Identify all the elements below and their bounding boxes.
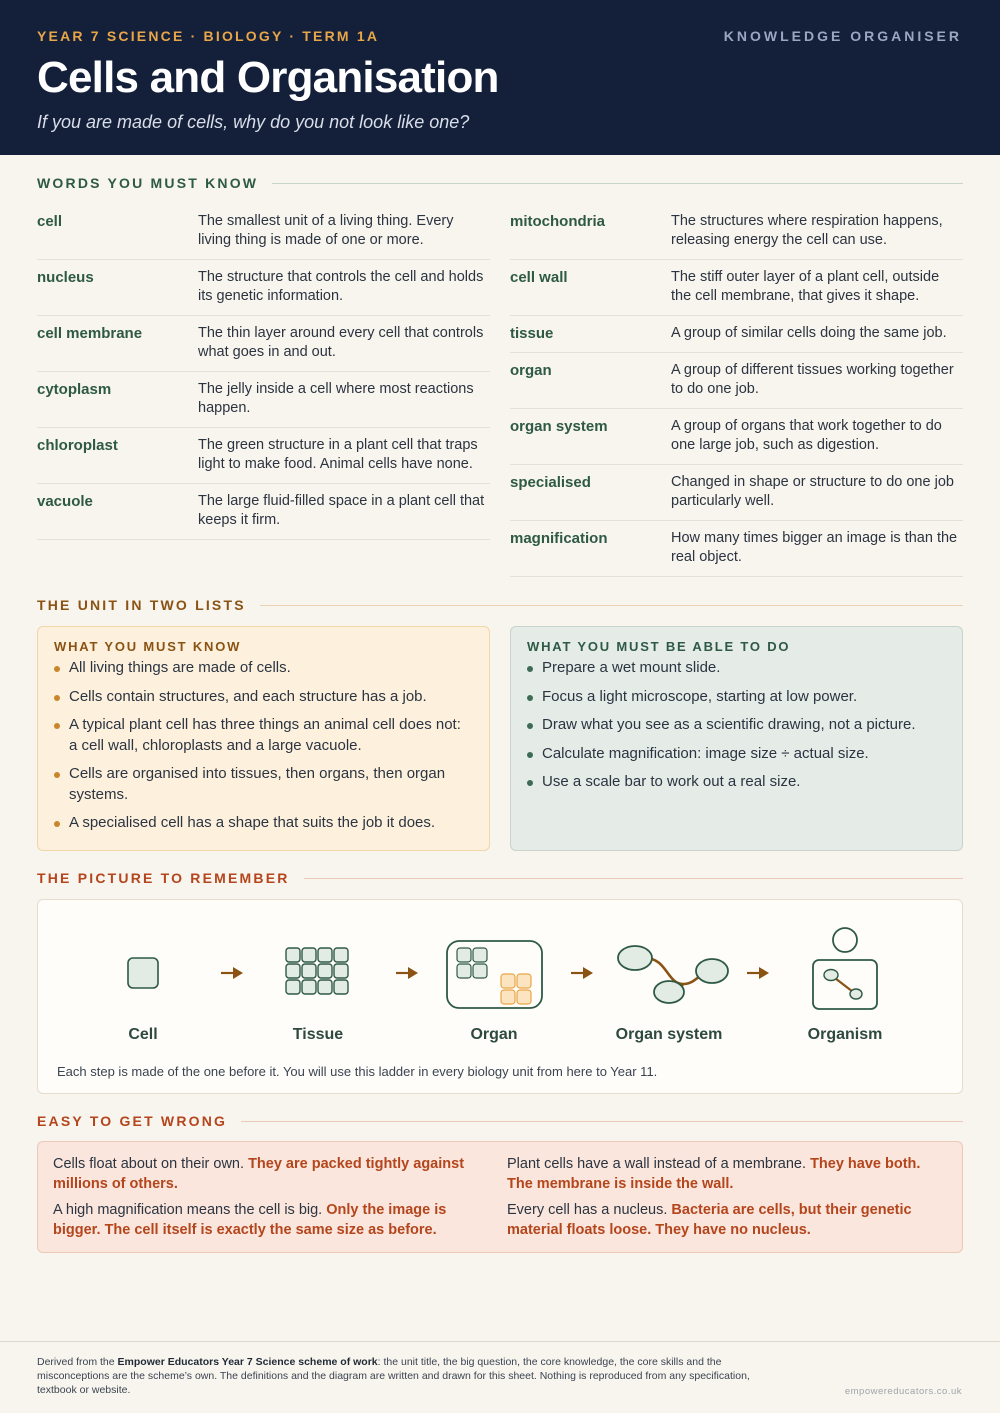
lists-section-heading [37,597,963,613]
stage-label: Organ [470,1026,518,1043]
glossary-term: vacuole [37,493,93,510]
list-item [54,813,473,834]
arrow-right-icon [570,966,594,980]
glossary-definition: The stiff outer layer of a plant cell, outside the cell membrane, that gives it shape. [671,269,940,304]
list-item-text: Draw what you see as a scientific drawing, not a picture. [542,716,916,733]
list-item-text: Calculate magnification: image size ÷ actual size. [542,744,869,762]
list-item [527,658,946,679]
glossary-term: specialised [510,474,591,491]
must-do-panel [510,626,963,851]
bullet-icon [54,821,60,827]
glossary-definition: Changed in shape or structure to do one job particularly well. [671,474,954,509]
lists-heading-label: THE UNIT IN TWO LISTS [37,597,246,613]
list-item-text: A typical plant cell has three things an animal cell does not: a cell wall, chloroplasts and a large vacuole. [69,716,461,754]
stage-organ-system [609,900,729,1043]
section-divider [260,605,963,606]
glossary-term: magnification [510,530,608,547]
misconception-correction: Bacteria are cells, but their genetic material floats loose. They have no nucleus. [507,1202,912,1238]
stage-organ [434,900,554,1043]
bullet-icon [54,695,60,701]
misconceptions-heading-label: EASY TO GET WRONG [37,1113,228,1129]
glossary-definition: A group of organs that work together to do one large job, such as digestion. [671,418,942,453]
glossary-row [510,409,963,465]
header [0,0,1000,155]
misconception-myth: Every cell has a nucleus. [507,1202,668,1218]
arrow-right-icon [395,966,419,980]
stage-label: Organism [807,1026,883,1043]
section-divider [241,1121,963,1122]
words-heading-label: WORDS YOU MUST KNOW [37,175,259,191]
glossary-row [37,316,490,372]
bullet-icon [527,723,533,729]
glossary-row [510,204,963,260]
organism-icon [785,900,905,1020]
must-know-title: WHAT YOU MUST KNOW [54,639,242,654]
glossary-definition: The jelly inside a cell where most reactions happen. [198,381,474,416]
glossary-row [37,204,490,260]
glossary-term: organ [510,362,552,379]
bullet-icon [527,780,533,786]
glossary-term: organ system [510,418,608,435]
glossary-row [37,484,490,540]
misconception-myth: Cells float about on their own. [53,1156,245,1172]
glossary-definition: The thin layer around every cell that controls what goes in and out. [198,325,484,360]
website-link[interactable]: empowereducators.co.uk [844,1386,962,1397]
picture-heading-label: THE PICTURE TO REMEMBER [37,870,290,886]
glossary-left-column [37,204,490,577]
glossary-row [37,260,490,316]
must-know-panel [37,626,490,851]
glossary-right-column [510,204,963,577]
glossary-term: mitochondria [510,213,606,230]
page-title: Cells and Organisation [37,53,499,102]
source-note [37,1355,757,1397]
misconception-item [507,1155,947,1194]
glossary [37,204,963,577]
misconception-myth: Plant cells have a wall instead of a membrane. [507,1156,807,1172]
list-item-text: Cells are organised into tissues, then organs, then organ systems. [69,765,446,803]
list-item [527,744,946,765]
organ-icon [434,900,554,1020]
glossary-row [37,428,490,484]
list-item [54,715,473,756]
glossary-definition: The structures where respiration happens, releasing energy the cell can use. [671,213,943,248]
list-item-text: Cells contain structures, and each structure has a job. [69,687,427,705]
glossary-definition: A group of similar cells doing the same job. [671,325,947,341]
glossary-row [510,316,963,353]
glossary-definition: How many times bigger an image is than the real object. [671,530,958,565]
list-item [527,687,946,708]
glossary-row [510,521,963,577]
organ-system-icon [609,900,729,1020]
bullet-icon [527,666,533,672]
diagram-caption: Each step is made of the one before it. You will use this ladder in every biology unit from here to Year 11. [57,1064,658,1079]
list-item [54,658,473,679]
misconceptions-section-heading [37,1113,963,1129]
stage-cell [83,900,203,1043]
words-section-heading [37,175,963,191]
cell-icon [83,900,203,1020]
list-item [527,772,946,793]
picture-section-heading [37,870,963,886]
bullet-icon [54,772,60,778]
list-item-text: Focus a light microscope, starting at low power. [542,687,858,705]
course-kicker: YEAR 7 SCIENCE · BIOLOGY · TERM 1A [37,28,380,44]
misconceptions-panel [37,1141,963,1253]
bullet-icon [527,695,533,701]
glossary-term: cell wall [510,269,568,286]
list-item-text: Use a scale bar to work out a real size. [542,773,801,790]
glossary-term: tissue [510,325,554,342]
list-item-text: A specialised cell has a shape that suits the job it does. [69,814,436,831]
glossary-definition: The structure that controls the cell and holds its genetic information. [198,269,484,304]
glossary-row [37,372,490,428]
organisation-diagram [37,899,963,1094]
list-item-text: Prepare a wet mount slide. [542,659,721,676]
must-do-list [527,658,946,793]
stage-label: Tissue [292,1026,344,1043]
glossary-definition: The smallest unit of a living thing. Every living thing is made of one or more. [198,213,454,248]
misconception-correction: Only the image is bigger. The cell itself is exactly the same size as before. [53,1202,447,1238]
glossary-term: cell [37,213,63,230]
arrow-right-icon [220,966,244,980]
glossary-definition: The large fluid-filled space in a plant cell that keeps it firm. [198,493,485,528]
stage-organism [785,900,905,1043]
misconception-item [507,1201,947,1240]
glossary-term: nucleus [37,269,94,286]
stage-label: Organ system [615,1026,723,1043]
source-prefix: Derived from the [37,1356,118,1368]
glossary-definition: The green structure in a plant cell that traps light to make food. Animal cells have none. [198,437,478,472]
source-title: Empower Educators Year 7 Science scheme of work [117,1356,378,1368]
glossary-row [510,353,963,409]
list-item [527,715,946,736]
misconception-correction: They are packed tightly against millions of others. [53,1156,465,1192]
source-suffix: : the unit title, the big question, the core knowledge, the core skills and the misconceptions are the scheme’s own. The definitions and the diagram are written and drawn for this sheet. Nothing is reproduced from any specification, textbook or website. [37,1356,750,1396]
footer [0,1341,1000,1397]
arrow-right-icon [746,966,770,980]
misconception-item [53,1155,493,1194]
list-item [54,687,473,708]
misconceptions-right-column [507,1155,947,1239]
list-item [54,764,473,805]
glossary-definition: A group of different tissues working together to do one job. [671,362,954,397]
bullet-icon [54,666,60,672]
must-do-title: WHAT YOU MUST BE ABLE TO DO [527,639,791,654]
glossary-term: chloroplast [37,437,118,454]
misconception-myth: A high magnification means the cell is big. [53,1202,323,1218]
document-type-badge: KNOWLEDGE ORGANISER [723,28,962,44]
glossary-row [510,465,963,521]
stage-label: Cell [128,1026,158,1043]
must-know-list [54,658,473,834]
misconception-item [53,1201,493,1240]
big-question: If you are made of cells, why do you not look like one? [37,112,470,133]
glossary-term: cytoplasm [37,381,112,398]
list-item-text: All living things are made of cells. [69,659,291,676]
glossary-row [510,260,963,316]
section-divider [304,878,963,879]
stage-tissue [258,900,378,1043]
glossary-term: cell membrane [37,325,143,342]
section-divider [272,183,963,184]
misconception-correction: They have both. The membrane is inside the wall. [507,1156,921,1192]
bullet-icon [54,723,60,729]
tissue-icon [258,900,378,1020]
bullet-icon [527,752,533,758]
misconceptions-left-column [53,1155,493,1239]
